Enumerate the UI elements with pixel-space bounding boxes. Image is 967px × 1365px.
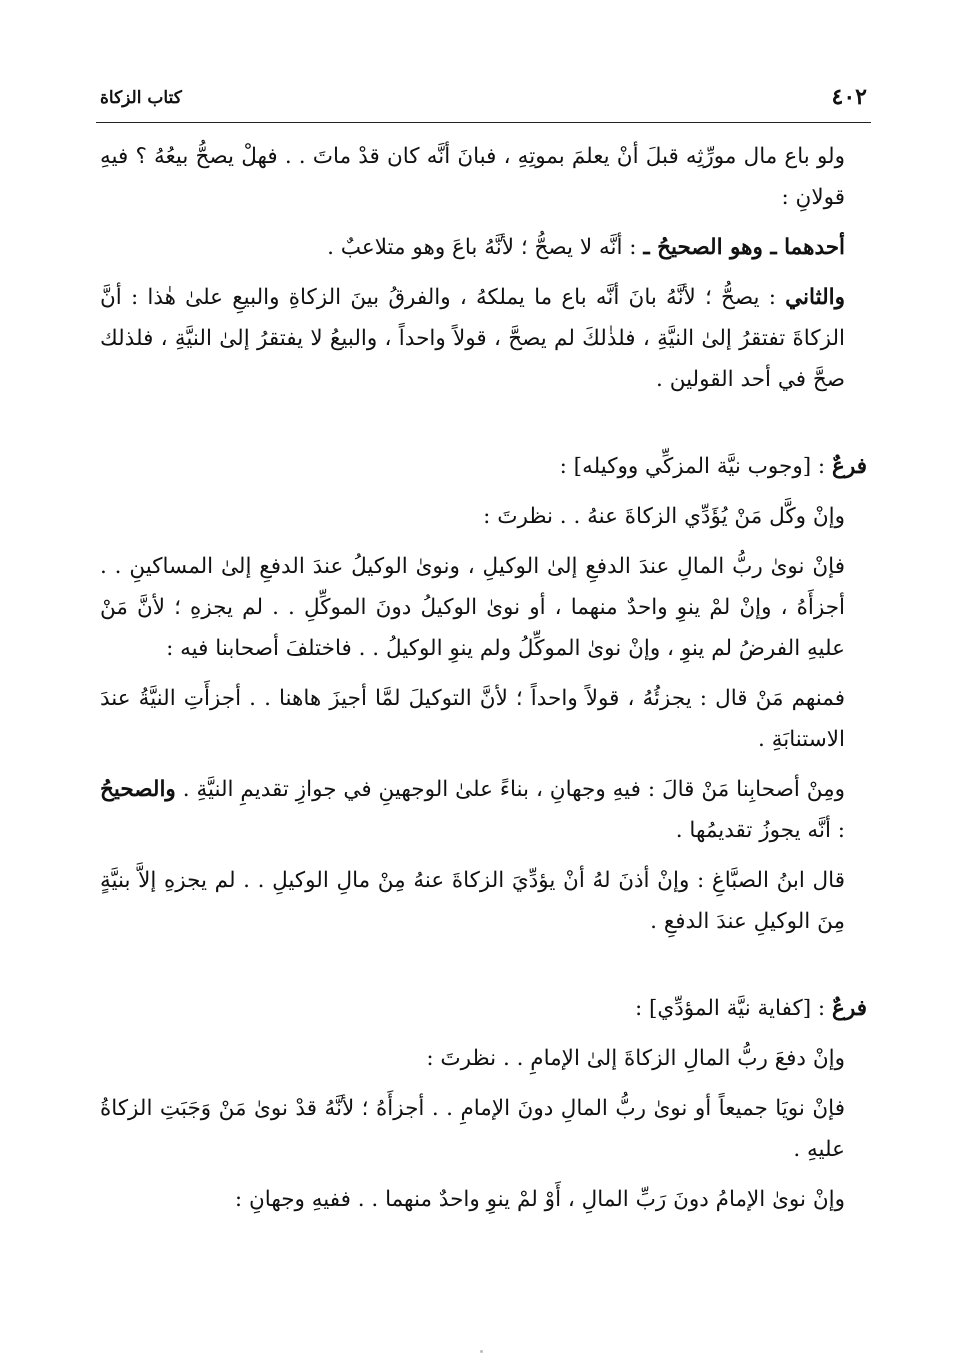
- bold-lead: والصحيحُ: [100, 777, 176, 802]
- paragraph: [100, 546, 867, 669]
- paragraph: [100, 496, 867, 537]
- paragraph: [100, 1088, 867, 1170]
- running-header: [96, 82, 871, 123]
- paragraph-text: فإنْ نويَا جميعاً أو نوىٰ ربُّ المالِ دونَ الإمامِ . . أجزأَهُ ؛ لأنَّهُ قدْ نوىٰ مَنْ وَجَبَتِ الزكاةُ عليهِ .: [100, 1096, 845, 1162]
- page-body: [100, 136, 867, 1229]
- paragraph-text: ومِنْ أصحابِنا مَنْ قالَ : فيهِ وجهانِ ، بناءً علىٰ الوجهينِ في جوازِ تقديمِ النيَّةِ .: [182, 777, 846, 802]
- branch-title: : [كفاية نيَّة المؤدِّي] :: [634, 996, 833, 1021]
- branch-heading: [100, 446, 867, 487]
- paragraph-text: فمنهم مَنْ قال : يجزئُهُ ، قولاً واحداً ؛ لأنَّ التوكيلَ لمَّا أجيزَ هاهنا . . أجزأَتِ النيَّةُ عندَ الاستنابَةِ .: [100, 686, 845, 752]
- branch-label: فرعٌ: [832, 996, 867, 1021]
- paragraph-text: ولو باع مال مورِّثِه قبلَ أنْ يعلمَ بموتِهِ ، فبانَ أنَّه كان قدْ ماتَ . . فهلْ يصحُّ بيعُهُ ؟ فيهِ قولانِ :: [100, 144, 845, 210]
- paragraph: [100, 678, 867, 760]
- footer-mark: [480, 1350, 483, 1353]
- bold-lead: والثاني: [785, 285, 845, 310]
- paragraph: [100, 1038, 867, 1079]
- paragraph-text: : يصحُّ ؛ لأنَّهُ بانَ أنَّه باع ما يملكهُ ، والفرقُ بينَ الزكاةِ والبيعِ علىٰ هٰذا : أنَّ الزكاةَ تفتقرُ إلىٰ النيَّةِ ، فلذٰلكَ لم يصحَّ ، قولاً واحداً ، والبيعُ لا يفتقرُ إلىٰ النيَّةِ ، فلذلك صحَّ في أحد القولين .: [100, 285, 845, 392]
- paragraph: [100, 860, 867, 942]
- branch-label: فرعٌ: [832, 454, 867, 479]
- paragraph: [100, 136, 867, 218]
- paragraph-text: وإنْ نوىٰ الإمامُ دونَ رَبِّ المالِ ، أَوْ لمْ ينوِ واحدٌ منهما . . ففيهِ وجهانِ :: [234, 1187, 845, 1212]
- book-title: كتاب الزكاة: [100, 88, 182, 108]
- paragraph: [100, 227, 867, 268]
- paragraph-text: وإنْ دفعَ ربُّ المالِ الزكاةَ إلىٰ الإمامِ . . نظرتَ :: [426, 1046, 845, 1071]
- paragraph-text: : أنَّه يجوزُ تقديمُها .: [675, 818, 845, 843]
- branch-heading: [100, 988, 867, 1029]
- paragraph: [100, 277, 867, 400]
- branch-title: : [وجوب نيَّة المزكِّي ووكيله] :: [559, 454, 833, 479]
- paragraph: [100, 1179, 867, 1220]
- paragraph-text: قال ابنُ الصبَّاغِ : وإنْ أذنَ لهُ أنْ يؤدِّيَ الزكاةَ عنهُ مِنْ مالِ الوكيلِ . . لم يجزهِ إلاَّ بنيَّةٍ مِنَ الوكيلِ عندَ الدفعِ .: [100, 868, 845, 934]
- paragraph-text: وإنْ وكَّل مَنْ يُؤَدِّي الزكاةَ عنهُ . . نظرتَ :: [483, 504, 845, 529]
- bold-lead: أحدهما ـ وهو الصحيحُ ـ: [643, 235, 845, 260]
- paragraph-text: فإنْ نوىٰ ربُّ المالِ عندَ الدفعِ إلىٰ الوكيلِ ، ونوىٰ الوكيلُ عندَ الدفعِ إلىٰ المساكينِ . . أجزأَهُ ، وإنْ لمْ ينوِ واحدٌ منهما ، أو نوىٰ الوكيلُ دونَ الموكِّلِ . . لم يجزهِ ؛ لأنَّ مَنْ عليهِ الفرضُ لم ينوِ ، وإنْ نوىٰ الموكِّلُ ولم ينوِ الوكيلُ . . فاختلفَ أصحابنا فيه :: [100, 554, 845, 661]
- paragraph: [100, 769, 867, 851]
- paragraph-text: : أنَّه لا يصحُّ ؛ لأنَّهُ باعَ وهو متلاعبٌ .: [327, 235, 644, 260]
- page-number: ٤٠٢: [831, 84, 867, 110]
